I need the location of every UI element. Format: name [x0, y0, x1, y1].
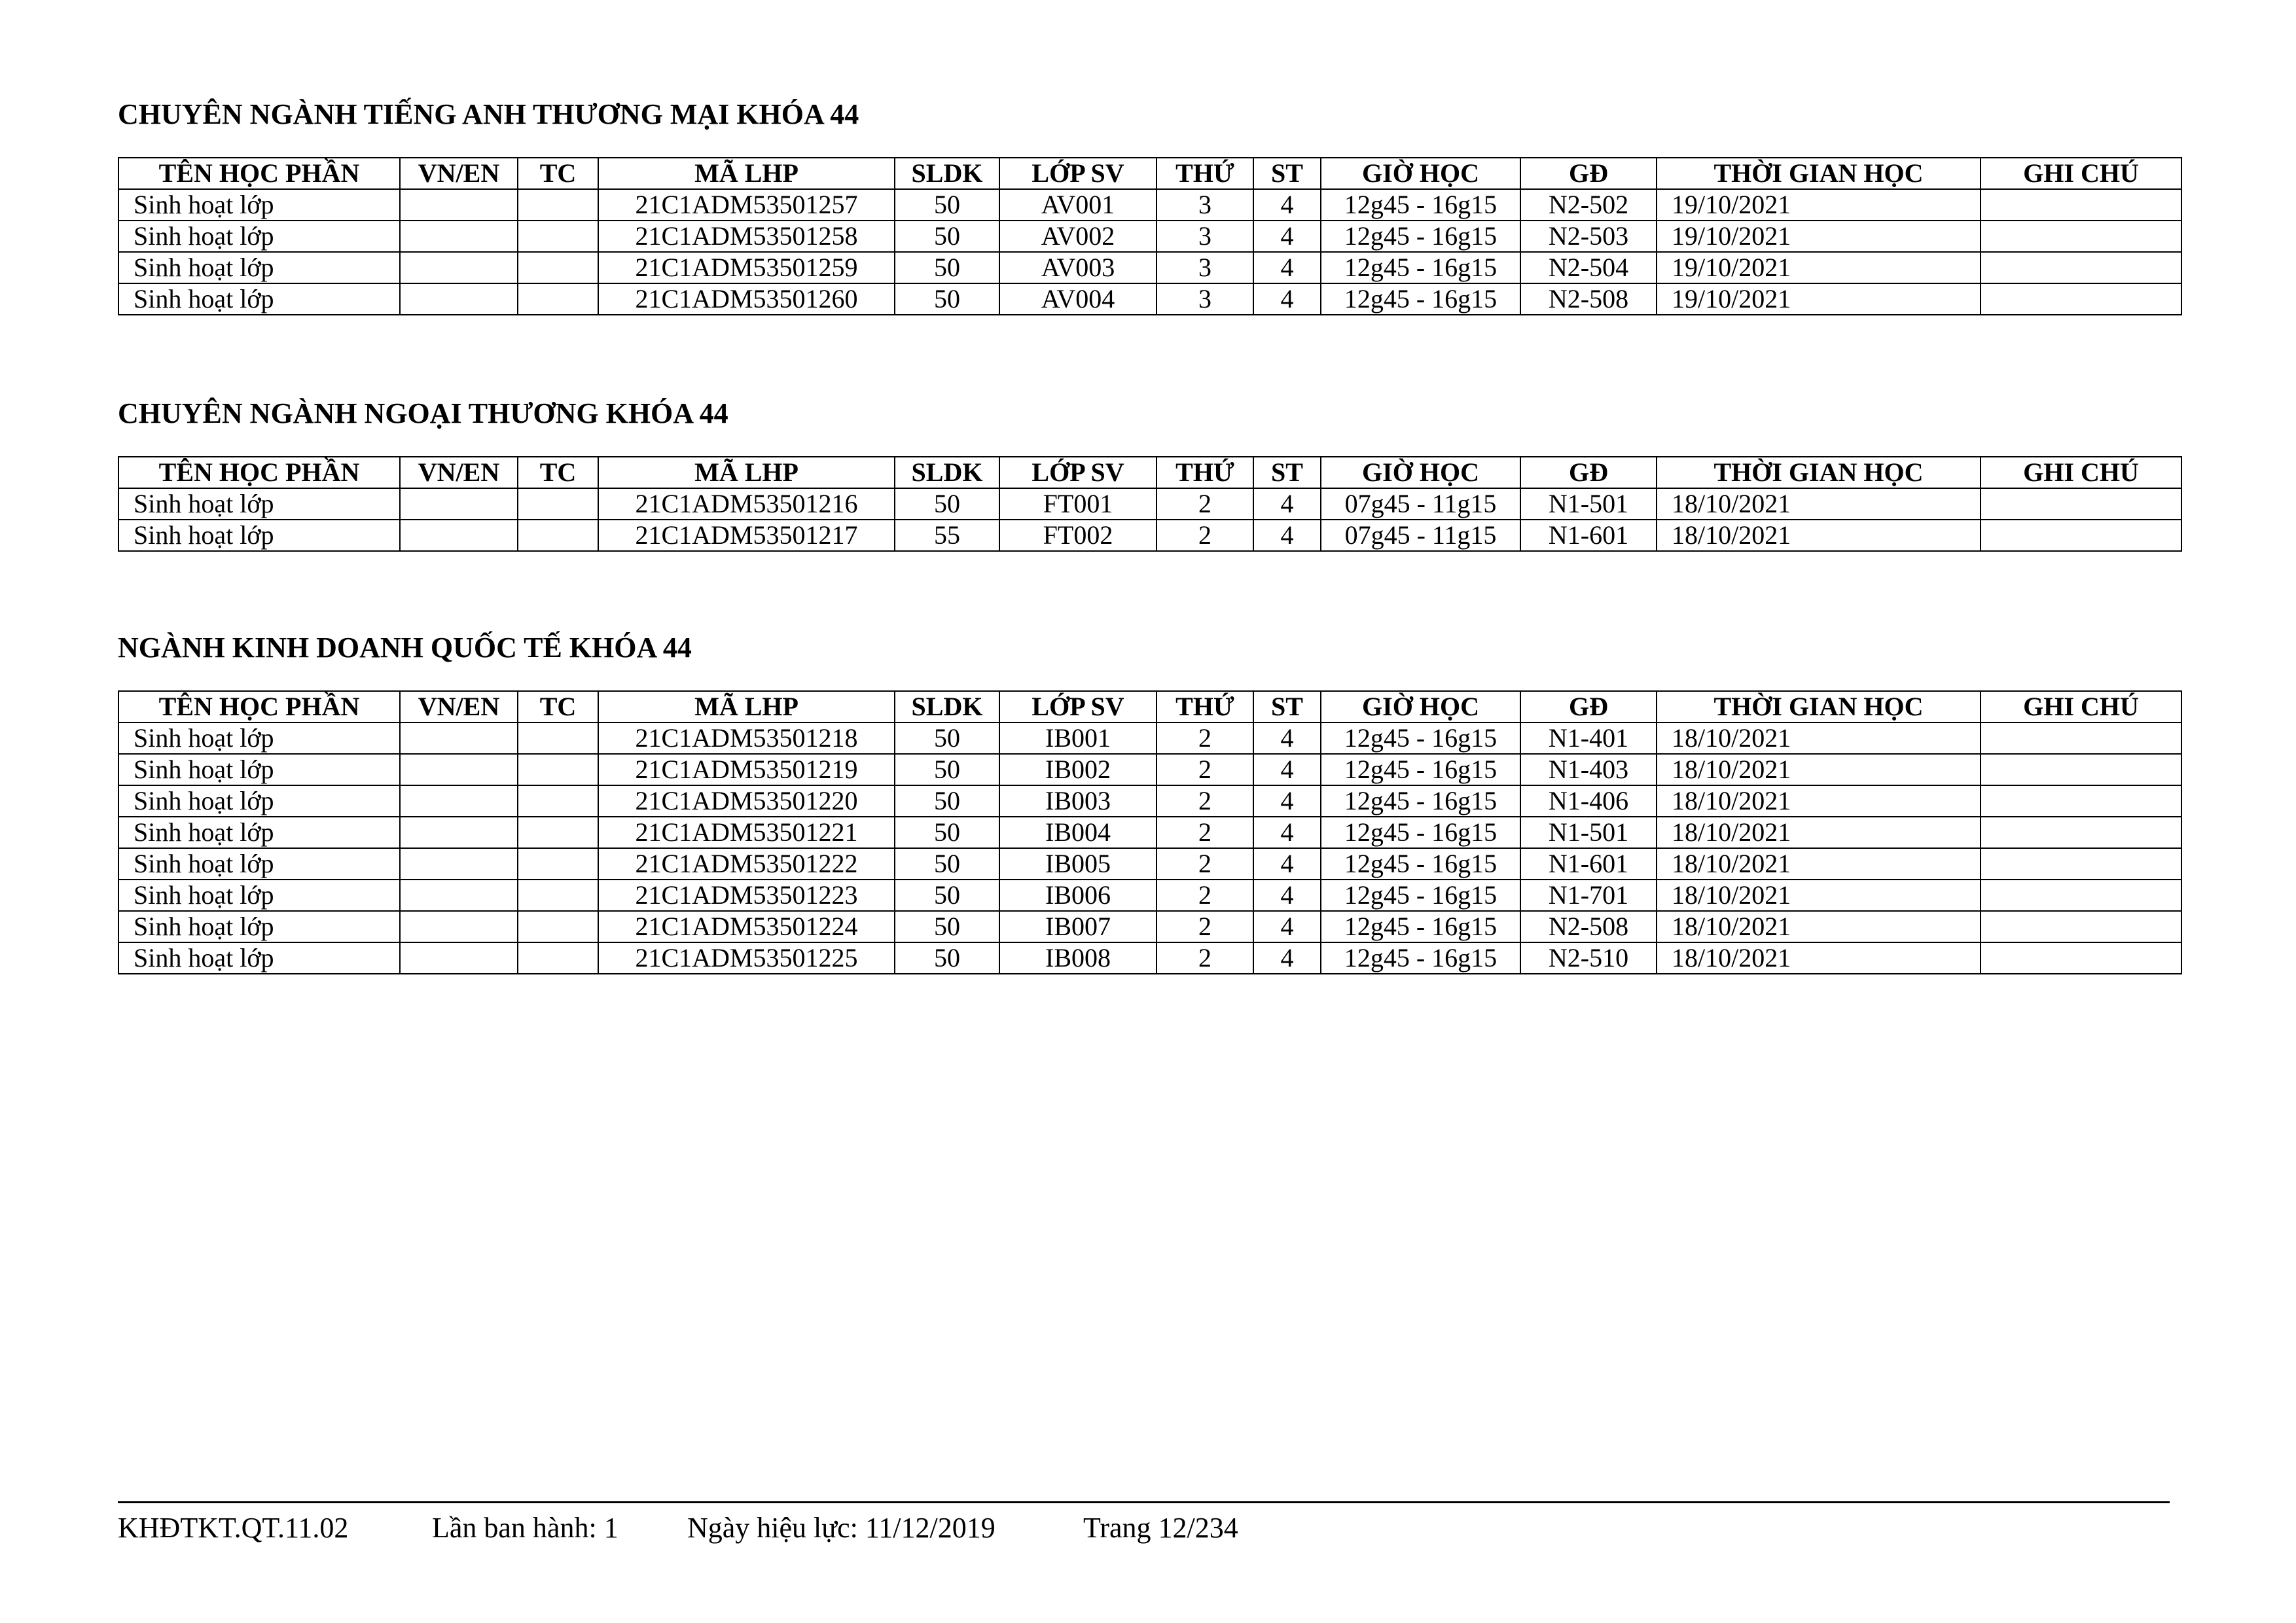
registered-cell: 50	[895, 283, 999, 315]
col-header-time: GIỜ HỌC	[1321, 158, 1520, 189]
room-cell: N1-701	[1520, 880, 1657, 911]
section-title: NGÀNH KINH DOANH QUỐC TẾ KHÓA 44	[118, 632, 692, 664]
col-header-language: VN/EN	[400, 457, 518, 488]
table-row	[118, 848, 2181, 880]
col-header-room: GĐ	[1520, 158, 1657, 189]
course-name-cell: Sinh hoạt lớp	[118, 252, 400, 283]
col-header-date: THỜI GIAN HỌC	[1657, 691, 1981, 722]
course-name-cell: Sinh hoạt lớp	[118, 283, 400, 315]
student-class-cell: IB005	[999, 848, 1157, 880]
col-header-room: GĐ	[1520, 457, 1657, 488]
language-cell	[400, 520, 518, 551]
room-cell: N2-502	[1520, 189, 1657, 221]
course-name-cell: Sinh hoạt lớp	[118, 911, 400, 942]
col-header-credits: TC	[518, 158, 598, 189]
language-cell	[400, 488, 518, 520]
notes-cell	[1981, 252, 2181, 283]
class-code-cell: 21C1ADM53501258	[598, 221, 895, 252]
footer-page-number: Trang 12/234	[1083, 1512, 1238, 1544]
language-cell	[400, 880, 518, 911]
col-header-student-class: LỚP SV	[999, 158, 1157, 189]
weekday-cell: 2	[1157, 817, 1253, 848]
language-cell	[400, 283, 518, 315]
room-cell: N1-403	[1520, 754, 1657, 785]
time-cell: 12g45 - 16g15	[1321, 785, 1520, 817]
student-class-cell: IB001	[999, 722, 1157, 754]
notes-cell	[1981, 880, 2181, 911]
class-code-cell: 21C1ADM53501221	[598, 817, 895, 848]
notes-cell	[1981, 754, 2181, 785]
weekday-cell: 2	[1157, 754, 1253, 785]
credits-cell	[518, 221, 598, 252]
notes-cell	[1981, 221, 2181, 252]
notes-cell	[1981, 722, 2181, 754]
registered-cell: 50	[895, 880, 999, 911]
room-cell: N2-504	[1520, 252, 1657, 283]
time-cell: 12g45 - 16g15	[1321, 911, 1520, 942]
table-row	[118, 221, 2181, 252]
student-class-cell: FT002	[999, 520, 1157, 551]
credits-cell	[518, 283, 598, 315]
col-header-room: GĐ	[1520, 691, 1657, 722]
registered-cell: 50	[895, 848, 999, 880]
time-cell: 12g45 - 16g15	[1321, 722, 1520, 754]
col-header-language: VN/EN	[400, 691, 518, 722]
periods-cell: 4	[1253, 189, 1321, 221]
weekday-cell: 3	[1157, 221, 1253, 252]
registered-cell: 50	[895, 252, 999, 283]
course-name-cell: Sinh hoạt lớp	[118, 221, 400, 252]
col-header-course-name: TÊN HỌC PHẦN	[118, 691, 400, 722]
table-row	[118, 488, 2181, 520]
periods-cell: 4	[1253, 942, 1321, 974]
table-row	[118, 722, 2181, 754]
language-cell	[400, 817, 518, 848]
date-cell: 19/10/2021	[1657, 221, 1981, 252]
class-code-cell: 21C1ADM53501223	[598, 880, 895, 911]
date-cell: 18/10/2021	[1657, 817, 1981, 848]
col-header-class-code: MÃ LHP	[598, 158, 895, 189]
room-cell: N1-406	[1520, 785, 1657, 817]
student-class-cell: IB008	[999, 942, 1157, 974]
time-cell: 07g45 - 11g15	[1321, 488, 1520, 520]
room-cell: N2-508	[1520, 283, 1657, 315]
table-header-row	[118, 691, 2181, 722]
col-header-course-name: TÊN HỌC PHẦN	[118, 158, 400, 189]
class-code-cell: 21C1ADM53501217	[598, 520, 895, 551]
credits-cell	[518, 520, 598, 551]
table-row	[118, 880, 2181, 911]
footer-issue: Lần ban hành: 1	[432, 1512, 619, 1544]
room-cell: N1-501	[1520, 488, 1657, 520]
weekday-cell: 2	[1157, 488, 1253, 520]
room-cell: N2-503	[1520, 221, 1657, 252]
weekday-cell: 3	[1157, 252, 1253, 283]
registered-cell: 50	[895, 189, 999, 221]
language-cell	[400, 221, 518, 252]
room-cell: N2-508	[1520, 911, 1657, 942]
periods-cell: 4	[1253, 785, 1321, 817]
credits-cell	[518, 754, 598, 785]
page-footer	[118, 1501, 2170, 1544]
table-row	[118, 520, 2181, 551]
notes-cell	[1981, 488, 2181, 520]
language-cell	[400, 911, 518, 942]
date-cell: 18/10/2021	[1657, 848, 1981, 880]
class-code-cell: 21C1ADM53501216	[598, 488, 895, 520]
language-cell	[400, 722, 518, 754]
date-cell: 18/10/2021	[1657, 880, 1981, 911]
notes-cell	[1981, 848, 2181, 880]
registered-cell: 50	[895, 722, 999, 754]
periods-cell: 4	[1253, 488, 1321, 520]
registered-cell: 50	[895, 785, 999, 817]
credits-cell	[518, 488, 598, 520]
time-cell: 12g45 - 16g15	[1321, 880, 1520, 911]
student-class-cell: AV001	[999, 189, 1157, 221]
col-header-date: THỜI GIAN HỌC	[1657, 457, 1981, 488]
table-row	[118, 283, 2181, 315]
room-cell: N2-510	[1520, 942, 1657, 974]
weekday-cell: 2	[1157, 880, 1253, 911]
weekday-cell: 3	[1157, 283, 1253, 315]
date-cell: 18/10/2021	[1657, 520, 1981, 551]
class-code-cell: 21C1ADM53501257	[598, 189, 895, 221]
time-cell: 07g45 - 11g15	[1321, 520, 1520, 551]
language-cell	[400, 754, 518, 785]
time-cell: 12g45 - 16g15	[1321, 754, 1520, 785]
col-header-student-class: LỚP SV	[999, 691, 1157, 722]
student-class-cell: IB004	[999, 817, 1157, 848]
col-header-periods: ST	[1253, 457, 1321, 488]
course-name-cell: Sinh hoạt lớp	[118, 848, 400, 880]
notes-cell	[1981, 283, 2181, 315]
course-name-cell: Sinh hoạt lớp	[118, 880, 400, 911]
notes-cell	[1981, 785, 2181, 817]
class-code-cell: 21C1ADM53501218	[598, 722, 895, 754]
student-class-cell: AV003	[999, 252, 1157, 283]
col-header-notes: GHI CHÚ	[1981, 158, 2181, 189]
registered-cell: 55	[895, 520, 999, 551]
room-cell: N1-401	[1520, 722, 1657, 754]
periods-cell: 4	[1253, 283, 1321, 315]
col-header-weekday: THỨ	[1157, 691, 1253, 722]
periods-cell: 4	[1253, 520, 1321, 551]
periods-cell: 4	[1253, 848, 1321, 880]
col-header-language: VN/EN	[400, 158, 518, 189]
table-header-row	[118, 158, 2181, 189]
col-header-weekday: THỨ	[1157, 158, 1253, 189]
credits-cell	[518, 817, 598, 848]
course-name-cell: Sinh hoạt lớp	[118, 520, 400, 551]
table-header-row	[118, 457, 2181, 488]
class-code-cell: 21C1ADM53501259	[598, 252, 895, 283]
col-header-student-class: LỚP SV	[999, 457, 1157, 488]
periods-cell: 4	[1253, 880, 1321, 911]
date-cell: 18/10/2021	[1657, 722, 1981, 754]
notes-cell	[1981, 817, 2181, 848]
col-header-notes: GHI CHÚ	[1981, 691, 2181, 722]
notes-cell	[1981, 911, 2181, 942]
col-header-registered: SLDK	[895, 691, 999, 722]
section-title: CHUYÊN NGÀNH TIẾNG ANH THƯƠNG MẠI KHÓA 44	[118, 98, 859, 130]
weekday-cell: 3	[1157, 189, 1253, 221]
table-row	[118, 754, 2181, 785]
class-code-cell: 21C1ADM53501220	[598, 785, 895, 817]
time-cell: 12g45 - 16g15	[1321, 189, 1520, 221]
course-name-cell: Sinh hoạt lớp	[118, 722, 400, 754]
date-cell: 18/10/2021	[1657, 911, 1981, 942]
periods-cell: 4	[1253, 911, 1321, 942]
registered-cell: 50	[895, 488, 999, 520]
periods-cell: 4	[1253, 722, 1321, 754]
time-cell: 12g45 - 16g15	[1321, 252, 1520, 283]
language-cell	[400, 848, 518, 880]
time-cell: 12g45 - 16g15	[1321, 817, 1520, 848]
credits-cell	[518, 942, 598, 974]
section-title: CHUYÊN NGÀNH NGOẠI THƯƠNG KHÓA 44	[118, 397, 728, 429]
student-class-cell: IB002	[999, 754, 1157, 785]
credits-cell	[518, 848, 598, 880]
col-header-credits: TC	[518, 691, 598, 722]
col-header-registered: SLDK	[895, 457, 999, 488]
student-class-cell: IB003	[999, 785, 1157, 817]
table-row	[118, 252, 2181, 283]
table-row	[118, 817, 2181, 848]
schedule-table	[118, 157, 2182, 315]
student-class-cell: IB007	[999, 911, 1157, 942]
credits-cell	[518, 785, 598, 817]
student-class-cell: FT001	[999, 488, 1157, 520]
time-cell: 12g45 - 16g15	[1321, 221, 1520, 252]
weekday-cell: 2	[1157, 942, 1253, 974]
date-cell: 19/10/2021	[1657, 189, 1981, 221]
language-cell	[400, 252, 518, 283]
registered-cell: 50	[895, 817, 999, 848]
course-name-cell: Sinh hoạt lớp	[118, 754, 400, 785]
col-header-course-name: TÊN HỌC PHẦN	[118, 457, 400, 488]
class-code-cell: 21C1ADM53501225	[598, 942, 895, 974]
language-cell	[400, 785, 518, 817]
table-row	[118, 942, 2181, 974]
course-name-cell: Sinh hoạt lớp	[118, 189, 400, 221]
col-header-class-code: MÃ LHP	[598, 457, 895, 488]
time-cell: 12g45 - 16g15	[1321, 848, 1520, 880]
periods-cell: 4	[1253, 252, 1321, 283]
student-class-cell: AV004	[999, 283, 1157, 315]
time-cell: 12g45 - 16g15	[1321, 283, 1520, 315]
col-header-periods: ST	[1253, 158, 1321, 189]
col-header-weekday: THỨ	[1157, 457, 1253, 488]
weekday-cell: 2	[1157, 848, 1253, 880]
date-cell: 19/10/2021	[1657, 252, 1981, 283]
date-cell: 18/10/2021	[1657, 488, 1981, 520]
room-cell: N1-501	[1520, 817, 1657, 848]
table-row	[118, 189, 2181, 221]
course-name-cell: Sinh hoạt lớp	[118, 785, 400, 817]
weekday-cell: 2	[1157, 520, 1253, 551]
class-code-cell: 21C1ADM53501222	[598, 848, 895, 880]
footer-doc-code: KHĐTKT.QT.11.02	[118, 1512, 349, 1544]
table-row	[118, 911, 2181, 942]
course-name-cell: Sinh hoạt lớp	[118, 942, 400, 974]
col-header-time: GIỜ HỌC	[1321, 457, 1520, 488]
col-header-date: THỜI GIAN HỌC	[1657, 158, 1981, 189]
col-header-notes: GHI CHÚ	[1981, 457, 2181, 488]
date-cell: 18/10/2021	[1657, 785, 1981, 817]
class-code-cell: 21C1ADM53501219	[598, 754, 895, 785]
col-header-credits: TC	[518, 457, 598, 488]
periods-cell: 4	[1253, 754, 1321, 785]
col-header-periods: ST	[1253, 691, 1321, 722]
credits-cell	[518, 722, 598, 754]
footer-effective-date: Ngày hiệu lực: 11/12/2019	[687, 1512, 996, 1544]
schedule-table	[118, 456, 2182, 552]
table-row	[118, 785, 2181, 817]
weekday-cell: 2	[1157, 911, 1253, 942]
room-cell: N1-601	[1520, 520, 1657, 551]
col-header-class-code: MÃ LHP	[598, 691, 895, 722]
date-cell: 18/10/2021	[1657, 754, 1981, 785]
col-header-registered: SLDK	[895, 158, 999, 189]
registered-cell: 50	[895, 942, 999, 974]
language-cell	[400, 189, 518, 221]
notes-cell	[1981, 189, 2181, 221]
notes-cell	[1981, 520, 2181, 551]
weekday-cell: 2	[1157, 785, 1253, 817]
course-name-cell: Sinh hoạt lớp	[118, 488, 400, 520]
class-code-cell: 21C1ADM53501260	[598, 283, 895, 315]
language-cell	[400, 942, 518, 974]
time-cell: 12g45 - 16g15	[1321, 942, 1520, 974]
footer-text	[118, 1508, 1238, 1548]
credits-cell	[518, 252, 598, 283]
class-code-cell: 21C1ADM53501224	[598, 911, 895, 942]
col-header-time: GIỜ HỌC	[1321, 691, 1520, 722]
student-class-cell: IB006	[999, 880, 1157, 911]
registered-cell: 50	[895, 221, 999, 252]
notes-cell	[1981, 942, 2181, 974]
periods-cell: 4	[1253, 817, 1321, 848]
schedule-table	[118, 690, 2182, 974]
student-class-cell: AV002	[999, 221, 1157, 252]
credits-cell	[518, 911, 598, 942]
course-name-cell: Sinh hoạt lớp	[118, 817, 400, 848]
room-cell: N1-601	[1520, 848, 1657, 880]
credits-cell	[518, 880, 598, 911]
weekday-cell: 2	[1157, 722, 1253, 754]
registered-cell: 50	[895, 911, 999, 942]
date-cell: 18/10/2021	[1657, 942, 1981, 974]
credits-cell	[518, 189, 598, 221]
periods-cell: 4	[1253, 221, 1321, 252]
registered-cell: 50	[895, 754, 999, 785]
date-cell: 19/10/2021	[1657, 283, 1981, 315]
